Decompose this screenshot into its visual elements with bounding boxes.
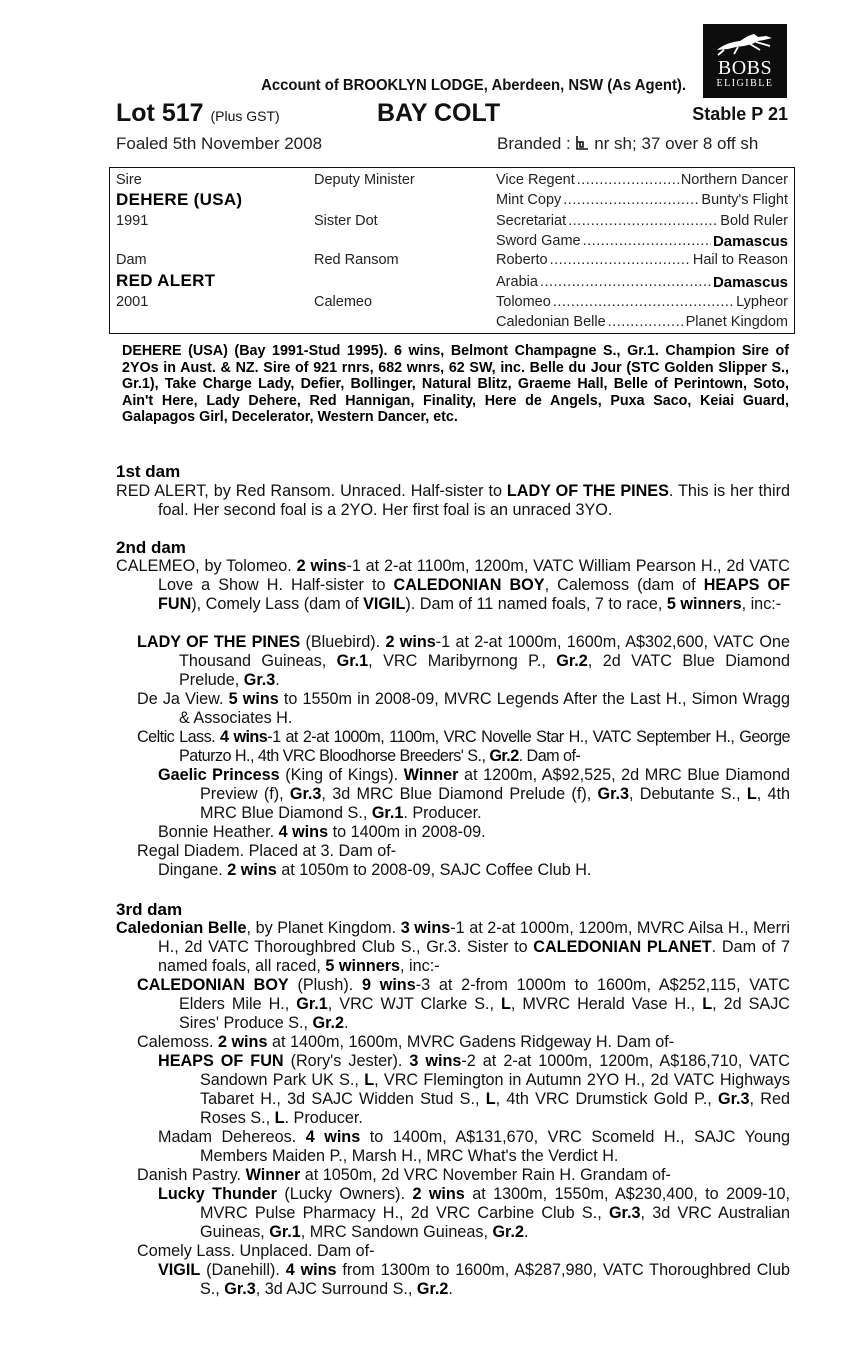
gg-name: Vice Regent: [496, 172, 575, 188]
sire-name: DEHERE (USA): [116, 190, 243, 209]
gg-name: Sword Game: [496, 233, 581, 249]
logo-bobs: BOBS: [717, 57, 773, 79]
gg-name: Caledonian Belle: [496, 314, 606, 330]
grandproduce-entry: HEAPS OF FUN (Rory's Jester). 3 wins-2 at 2-at 1000m, 1200m, A$186,710, VATC Sandown Park UK S., L, VRC Flemington in Autumn 2YO H., 2d VATC Highways Tabaret H., 3d SAJC Widden Stud S., L, 4th VRC Drumstick Gold P., Gr.3, Red Roses S., L. Producer.: [158, 1052, 790, 1127]
gg-sire: Bold Ruler: [720, 213, 788, 229]
gg-row: [496, 274, 788, 291]
third-dam-entry: Caledonian Belle, by Planet Kingdom. 3 wins-1 at 2-at 1000m, 1200m, MVRC Ailsa H., Merri H., 2d VATC Thoroughbred Club S., Gr.3. Sister to CALEDONIAN PLANET. Dam of 7 named foals, all raced, 5 winners, inc:-: [116, 919, 791, 975]
first-dam-heading: 1st dam: [116, 462, 181, 481]
gg-sire: Damascus: [712, 233, 788, 250]
second-dam-heading: 2nd dam: [116, 538, 186, 557]
vendor-account: Account of BROOKLYN LODGE, Aberdeen, NSW (As Agent).: [261, 77, 686, 94]
grandproduce-entry: Dingane. 2 wins at 1050m to 2008-09, SAJC Coffee Club H.: [158, 861, 592, 879]
gg-sire: Planet Kingdom: [685, 314, 788, 330]
first-dam-entry: RED ALERT, by Red Ransom. Unraced. Half-sister to LADY OF THE PINES. This is her third foal. Her second foal is a 2YO. Her first foal is an unraced 3YO.: [116, 482, 790, 519]
sire-summary: DEHERE (USA) (Bay 1991-Stud 1995). 6 wins, Belmont Champagne S., Gr.1. Champion Sire of 2YOs in Aust. & NZ. Sire of 921 rnrs, 682 wnrs, 62 SW, inc. Belle du Jour (STC Golden Slipper S., Gr.1), Take Charge Lady, Defier, Bollinger, Natural Blitz, Graeme Hall, Belle of Perintown, Soto, Ain't Here, Lady Dehere, Red Hannigan, Finality, Here de Angels, Puxa Saco, Keiai Guard, Galapagos Girl, Decelerator, Western Dancer, etc.: [122, 343, 789, 425]
gg-name: Secretariat: [496, 213, 567, 229]
gg-row: [496, 252, 788, 268]
gg-name: Mint Copy: [496, 192, 562, 208]
gg-row: [496, 213, 788, 229]
dam-sire: Red Ransom: [314, 252, 399, 268]
grandproduce-entry: Lucky Thunder (Lucky Owners). 2 wins at 1300m, 1550m, A$230,400, to 2009-10, MVRC Pulse Pharmacy H., 2d VRC Carbine Club S., Gr.3, 3d VRC Australian Guineas, Gr.1, MRC Sandown Guineas, Gr.2.: [158, 1185, 791, 1241]
grandproduce-entry: VIGIL (Danehill). 4 wins from 1300m to 1600m, A$287,980, VATC Thoroughbred Club S., Gr.3, 3d AJC Surround S., Gr.2.: [158, 1261, 790, 1298]
gg-sire: Lypheor: [736, 294, 788, 310]
sire-year: 1991: [116, 213, 149, 229]
produce-entry: Danish Pastry. Winner at 1050m, 2d VRC November Rain H. Grandam of-: [137, 1166, 671, 1184]
gg-sire: Damascus: [712, 274, 788, 291]
gg-row: [496, 294, 788, 310]
second-dam-entry: CALEMEO, by Tolomeo. 2 wins-1 at 2-at 1100m, 1200m, VATC William Pearson H., 2d VATC Love a Show H. Half-sister to CALEDONIAN BOY, Calemoss (dam of HEAPS OF FUN), Comely Lass (dam of VIGIL). Dam of 11 named foals, 7 to race, 5 winners, inc:-: [116, 557, 791, 613]
gg-name: Tolomeo: [496, 294, 551, 310]
produce-entry: LADY OF THE PINES (Bluebird). 2 wins-1 at 2-at 1000m, 1600m, A$302,600, VATC One Thousand Guineas, Gr.1, VRC Maribyrnong P., Gr.2, 2d VATC Blue Diamond Prelude, Gr.3.: [137, 633, 790, 689]
third-dam-heading: 3rd dam: [116, 900, 183, 919]
logo-eligible: ELIGIBLE: [716, 78, 774, 89]
gst-note: (Plus GST): [210, 108, 280, 124]
gg-sire: Hail to Reason: [692, 252, 788, 268]
sire-label: Sire: [116, 172, 142, 188]
sire-dam: Sister Dot: [314, 213, 378, 229]
gg-row: [496, 233, 788, 250]
bobs-eligible-logo: [703, 24, 787, 98]
gg-name: Roberto: [496, 252, 548, 268]
lot-number: [116, 99, 280, 128]
stable-number: Stable P 21: [692, 104, 788, 124]
foaled-date: Foaled 5th November 2008: [116, 134, 323, 153]
produce-entry: De Ja View. 5 wins to 1550m in 2008-09, MVRC Legends After the Last H., Simon Wragg & Associates H.: [137, 690, 790, 727]
lot-label: Lot 517: [116, 99, 204, 127]
produce-entry: Celtic Lass. 4 wins-1 at 2-at 1000m, 1100m, VRC Novelle Star H., VATC September H., George Paturzo H., 4th VRC Bloodhorse Breeders' S., Gr.2. Dam of-: [137, 728, 790, 765]
gg-row: [496, 172, 788, 188]
gg-name: Arabia: [496, 274, 538, 290]
dam-name: RED ALERT: [116, 271, 216, 290]
gg-row: [496, 192, 788, 208]
gg-row: [496, 314, 788, 330]
dam-label: Dam: [116, 252, 147, 268]
produce-entry: Regal Diadem. Placed at 3. Dam of-: [137, 842, 397, 860]
pedigree-table: [109, 167, 795, 334]
gg-sire: Bunty's Flight: [701, 192, 788, 208]
dam-year: 2001: [116, 294, 149, 310]
sire-sire: Deputy Minister: [314, 172, 415, 188]
branded-label: Branded :: [497, 134, 571, 153]
brand-mark-icon: [575, 135, 589, 151]
gg-sire: Northern Dancer: [680, 172, 788, 188]
brand-info: [497, 134, 758, 154]
produce-entry: Calemoss. 2 wins at 1400m, 1600m, MVRC Gadens Ridgeway H. Dam of-: [137, 1033, 675, 1051]
horse-description: BAY COLT: [377, 99, 501, 127]
dam-dam: Calemeo: [314, 294, 373, 310]
grandproduce-entry: Madam Dehereos. 4 wins to 1400m, A$131,670, VRC Scomeld H., SAJC Young Members Maiden P., Marsh H., MRC What's the Verdict H.: [158, 1128, 790, 1165]
grandproduce-entry: Bonnie Heather. 4 wins to 1400m in 2008-09.: [158, 823, 486, 841]
grandproduce-entry: Gaelic Princess (King of Kings). Winner at 1200m, A$92,525, 2d MRC Blue Diamond Preview (f), Gr.3, 3d MRC Blue Diamond Prelude (f), Gr.3, Debutante S., L, 4th MRC Blue Diamond S., Gr.1. Producer.: [158, 766, 790, 822]
branded-text: nr sh; 37 over 8 off sh: [594, 134, 759, 153]
produce-entry: CALEDONIAN BOY (Plush). 9 wins-3 at 2-from 1000m to 1600m, A$252,115, VATC Elders Mile H., Gr.1, VRC WJT Clarke S., L, MVRC Herald Vase H., L, 2d SAJC Sires' Produce S., Gr.2.: [137, 976, 790, 1032]
racehorse-icon: [714, 30, 776, 56]
produce-entry: Comely Lass. Unplaced. Dam of-: [137, 1242, 375, 1260]
